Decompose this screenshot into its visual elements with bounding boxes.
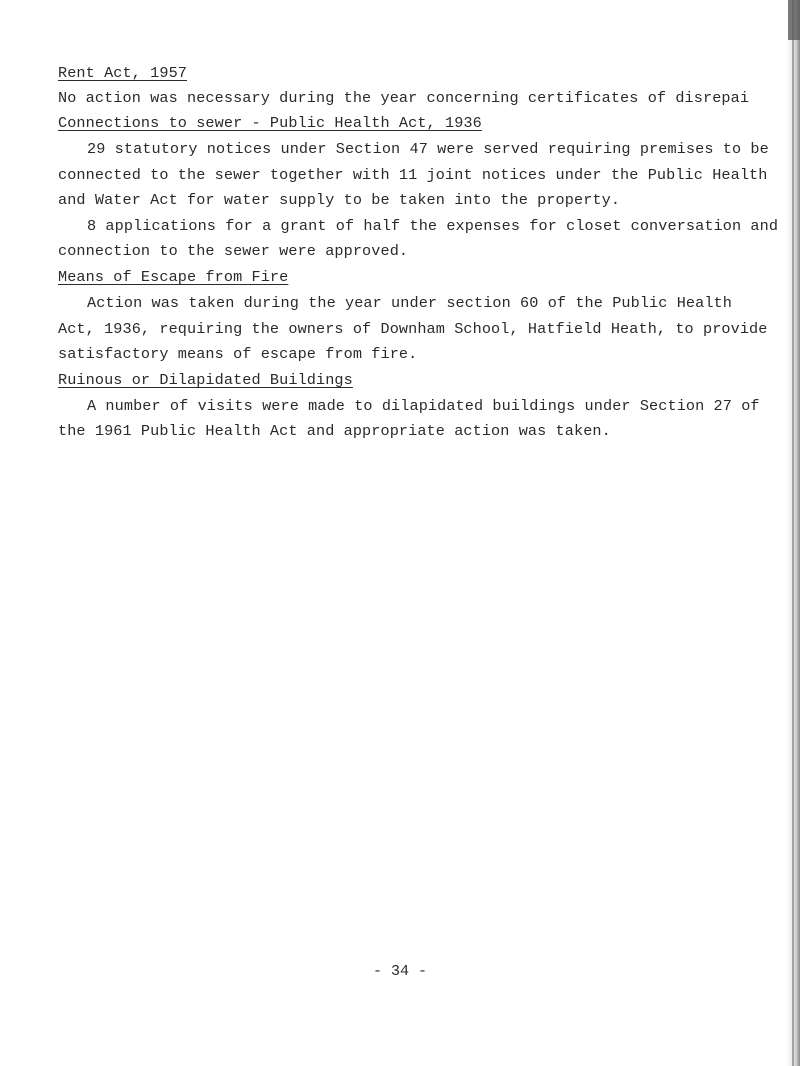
paragraph-line: No action was necessary during the year concerning certificates of disrepai — [58, 89, 750, 107]
paragraph-line: A number of visits were made to dilapidated buildings under Section 27 of — [87, 397, 760, 415]
paragraph-line: Act, 1936, requiring the owners of Downham School, Hatfield Heath, to provide — [58, 320, 768, 338]
paragraph-line: the 1961 Public Health Act and appropriate action was taken. — [58, 422, 611, 440]
scan-edge-top — [788, 0, 800, 40]
paragraph-line: satisfactory means of escape from fire. — [58, 345, 418, 363]
paragraph-line: Action was taken during the year under section 60 of the Public Health — [87, 294, 732, 312]
paragraph-line: connection to the sewer were approved. — [58, 242, 409, 260]
page-number: - 34 - — [372, 963, 427, 980]
paragraph-line: 8 applications for a grant of half the expenses for closet conversation and — [87, 217, 779, 235]
paragraph-line: and Water Act for water supply to be taken into the property. — [58, 191, 621, 209]
heading-means-of-escape: Means of Escape from Fire — [58, 268, 289, 286]
heading-ruinous-buildings: Ruinous or Dilapidated Buildings — [58, 371, 353, 389]
paragraph-line: 29 statutory notices under Section 47 were served requiring premises to be — [87, 140, 769, 158]
heading-connections-to-sewer: Connections to sewer - Public Health Act, 1936 — [58, 114, 482, 132]
paragraph-line: connected to the sewer together with 11 joint notices under the Public Health — [58, 166, 768, 184]
scan-edge-line — [792, 0, 794, 1066]
heading-rent-act: Rent Act, 1957 — [58, 64, 187, 82]
